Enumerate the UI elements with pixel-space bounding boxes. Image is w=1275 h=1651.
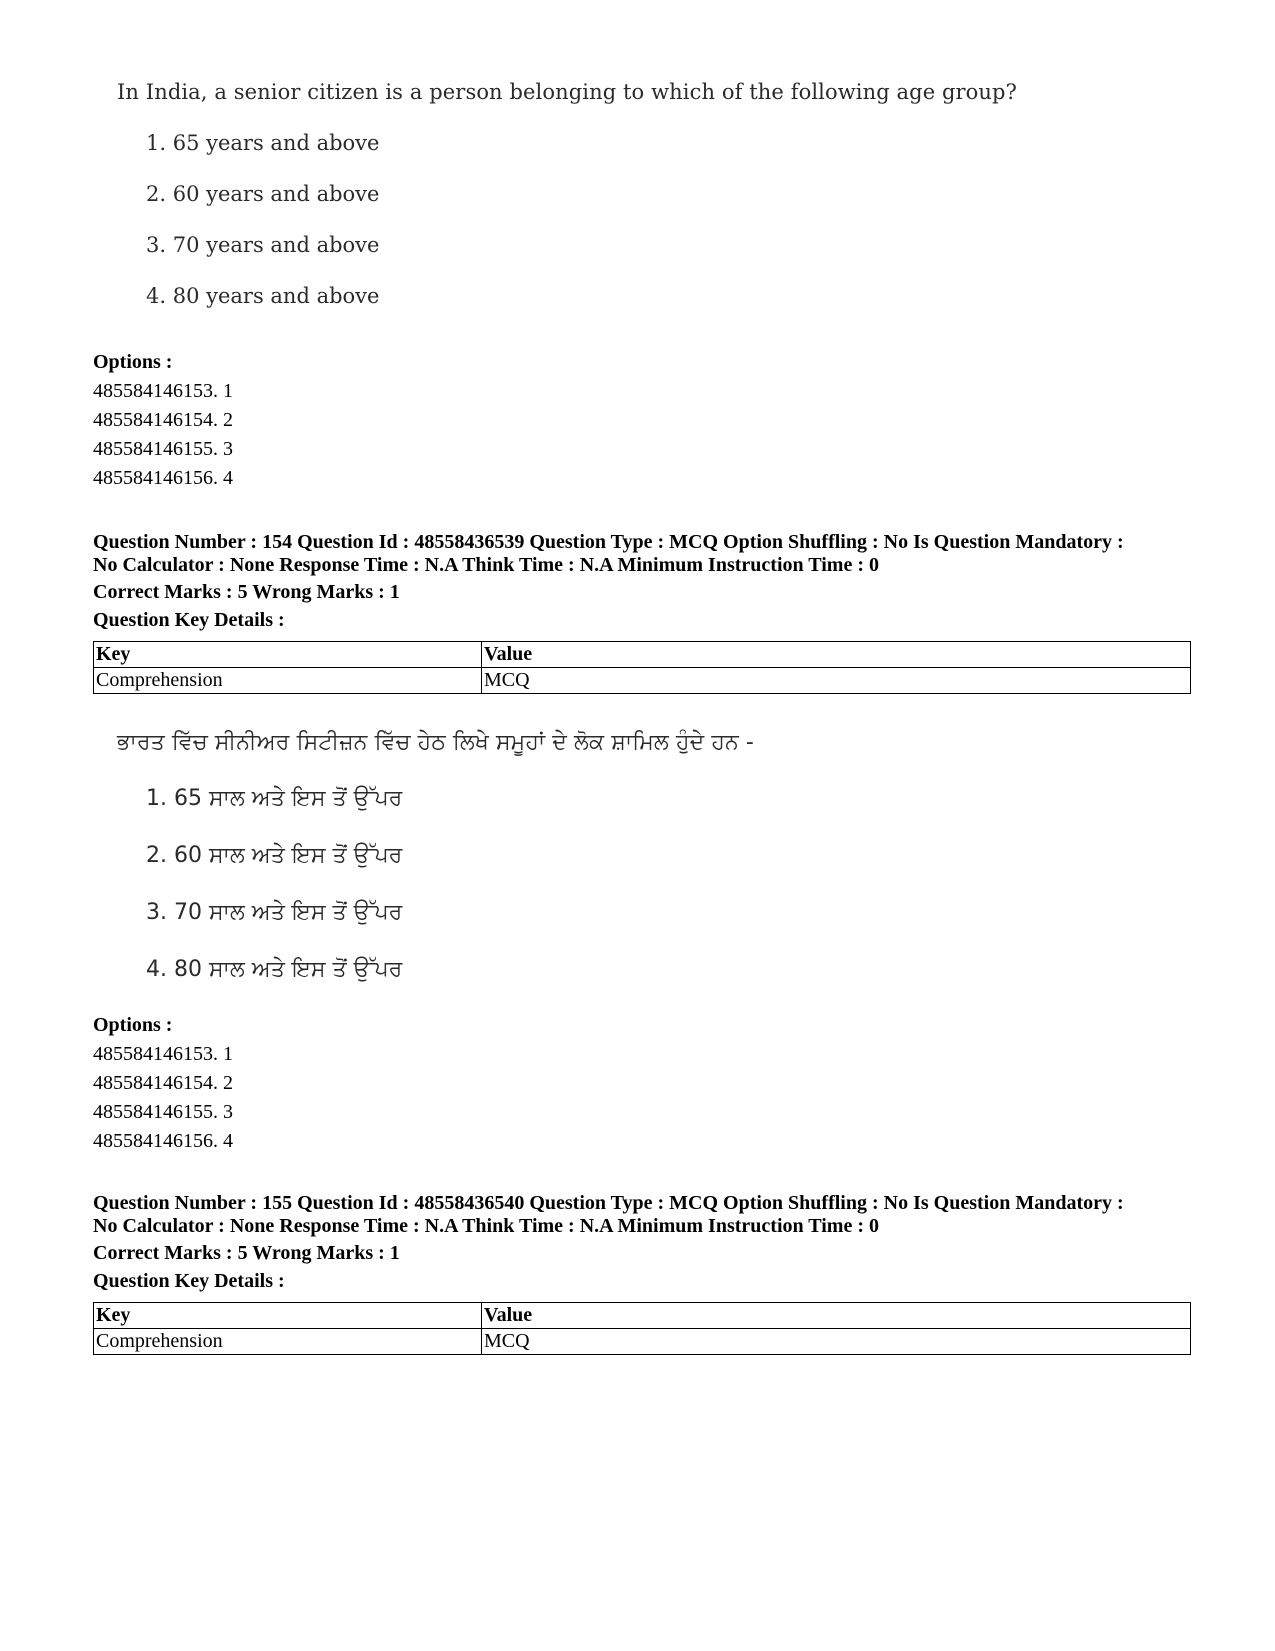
option-item: 485584146153. 1 bbox=[93, 1043, 233, 1065]
choice-2: 2. 60 ਸਾਲ ਅਤੇ ਇਸ ਤੋਂ ਉੱਪਰ bbox=[146, 843, 403, 868]
choice-4: 4. 80 years and above bbox=[146, 284, 380, 308]
meta-line-2: No Calculator : None Response Time : N.A Think Time : N.A Minimum Instruction Time : 0 bbox=[93, 1215, 879, 1237]
meta-line-2: No Calculator : None Response Time : N.A Think Time : N.A Minimum Instruction Time : 0 bbox=[93, 554, 879, 576]
choice-4: 4. 80 ਸਾਲ ਅਤੇ ਇਸ ਤੋਂ ਉੱਪਰ bbox=[146, 957, 403, 982]
table-header-row bbox=[94, 1303, 1191, 1329]
table-cell-key: Comprehension bbox=[94, 1329, 482, 1355]
option-item: 485584146156. 4 bbox=[93, 467, 233, 489]
options-list bbox=[93, 1011, 233, 1156]
option-item: 485584146155. 3 bbox=[93, 438, 233, 460]
key-details-title: Question Key Details : bbox=[93, 1270, 285, 1292]
table-cell-value: MCQ bbox=[482, 1329, 1191, 1355]
option-item: 485584146155. 3 bbox=[93, 1101, 233, 1123]
meta-line-1: Question Number : 155 Question Id : 48558436540 Question Type : MCQ Option Shuffling : No Is Question Mandatory : bbox=[93, 1192, 1124, 1214]
table-cell-value: MCQ bbox=[482, 668, 1191, 694]
key-details-table bbox=[93, 641, 1191, 694]
options-title: Options : bbox=[93, 351, 173, 373]
question-text: ਭਾਰਤ ਵਿੱਚ ਸੀਨੀਅਰ ਸਿਟੀਜ਼ਨ ਵਿੱਚ ਹੇਠ ਲਿਖੇ ਸਮੂਹਾਂ ਦੇ ਲੋਕ ਸ਼ਾਮਿਲ ਹੁੰਦੇ ਹਨ - bbox=[117, 730, 754, 755]
key-details-title: Question Key Details : bbox=[93, 609, 285, 631]
question-meta-154 bbox=[93, 531, 1193, 632]
option-item: 485584146154. 2 bbox=[93, 409, 233, 431]
question-image-punjabi bbox=[117, 730, 754, 982]
table-row bbox=[94, 1329, 1191, 1355]
table-cell-key: Comprehension bbox=[94, 668, 482, 694]
choice-2: 2. 60 years and above bbox=[146, 182, 380, 206]
key-details-table bbox=[93, 1302, 1191, 1355]
option-item: 485584146156. 4 bbox=[93, 1130, 233, 1152]
table-header-value: Value bbox=[482, 642, 1191, 668]
option-item: 485584146154. 2 bbox=[93, 1072, 233, 1094]
marks-line: Correct Marks : 5 Wrong Marks : 1 bbox=[93, 1242, 400, 1264]
question-meta-155 bbox=[93, 1192, 1193, 1293]
question-text: In India, a senior citizen is a person belonging to which of the following age group? bbox=[117, 80, 1017, 104]
choice-1: 1. 65 ਸਾਲ ਅਤੇ ਇਸ ਤੋਂ ਉੱਪਰ bbox=[146, 786, 403, 811]
table-header-key: Key bbox=[94, 1303, 482, 1329]
choice-1: 1. 65 years and above bbox=[146, 131, 380, 155]
question-image-english bbox=[117, 80, 1017, 308]
choice-3: 3. 70 years and above bbox=[146, 233, 380, 257]
options-list bbox=[93, 348, 233, 493]
table-header-key: Key bbox=[94, 642, 482, 668]
options-title: Options : bbox=[93, 1014, 173, 1036]
table-header-value: Value bbox=[482, 1303, 1191, 1329]
marks-line: Correct Marks : 5 Wrong Marks : 1 bbox=[93, 581, 400, 603]
meta-line-1: Question Number : 154 Question Id : 48558436539 Question Type : MCQ Option Shuffling : No Is Question Mandatory : bbox=[93, 531, 1124, 553]
table-header-row bbox=[94, 642, 1191, 668]
option-item: 485584146153. 1 bbox=[93, 380, 233, 402]
choice-3: 3. 70 ਸਾਲ ਅਤੇ ਇਸ ਤੋਂ ਉੱਪਰ bbox=[146, 900, 403, 925]
table-row bbox=[94, 668, 1191, 694]
